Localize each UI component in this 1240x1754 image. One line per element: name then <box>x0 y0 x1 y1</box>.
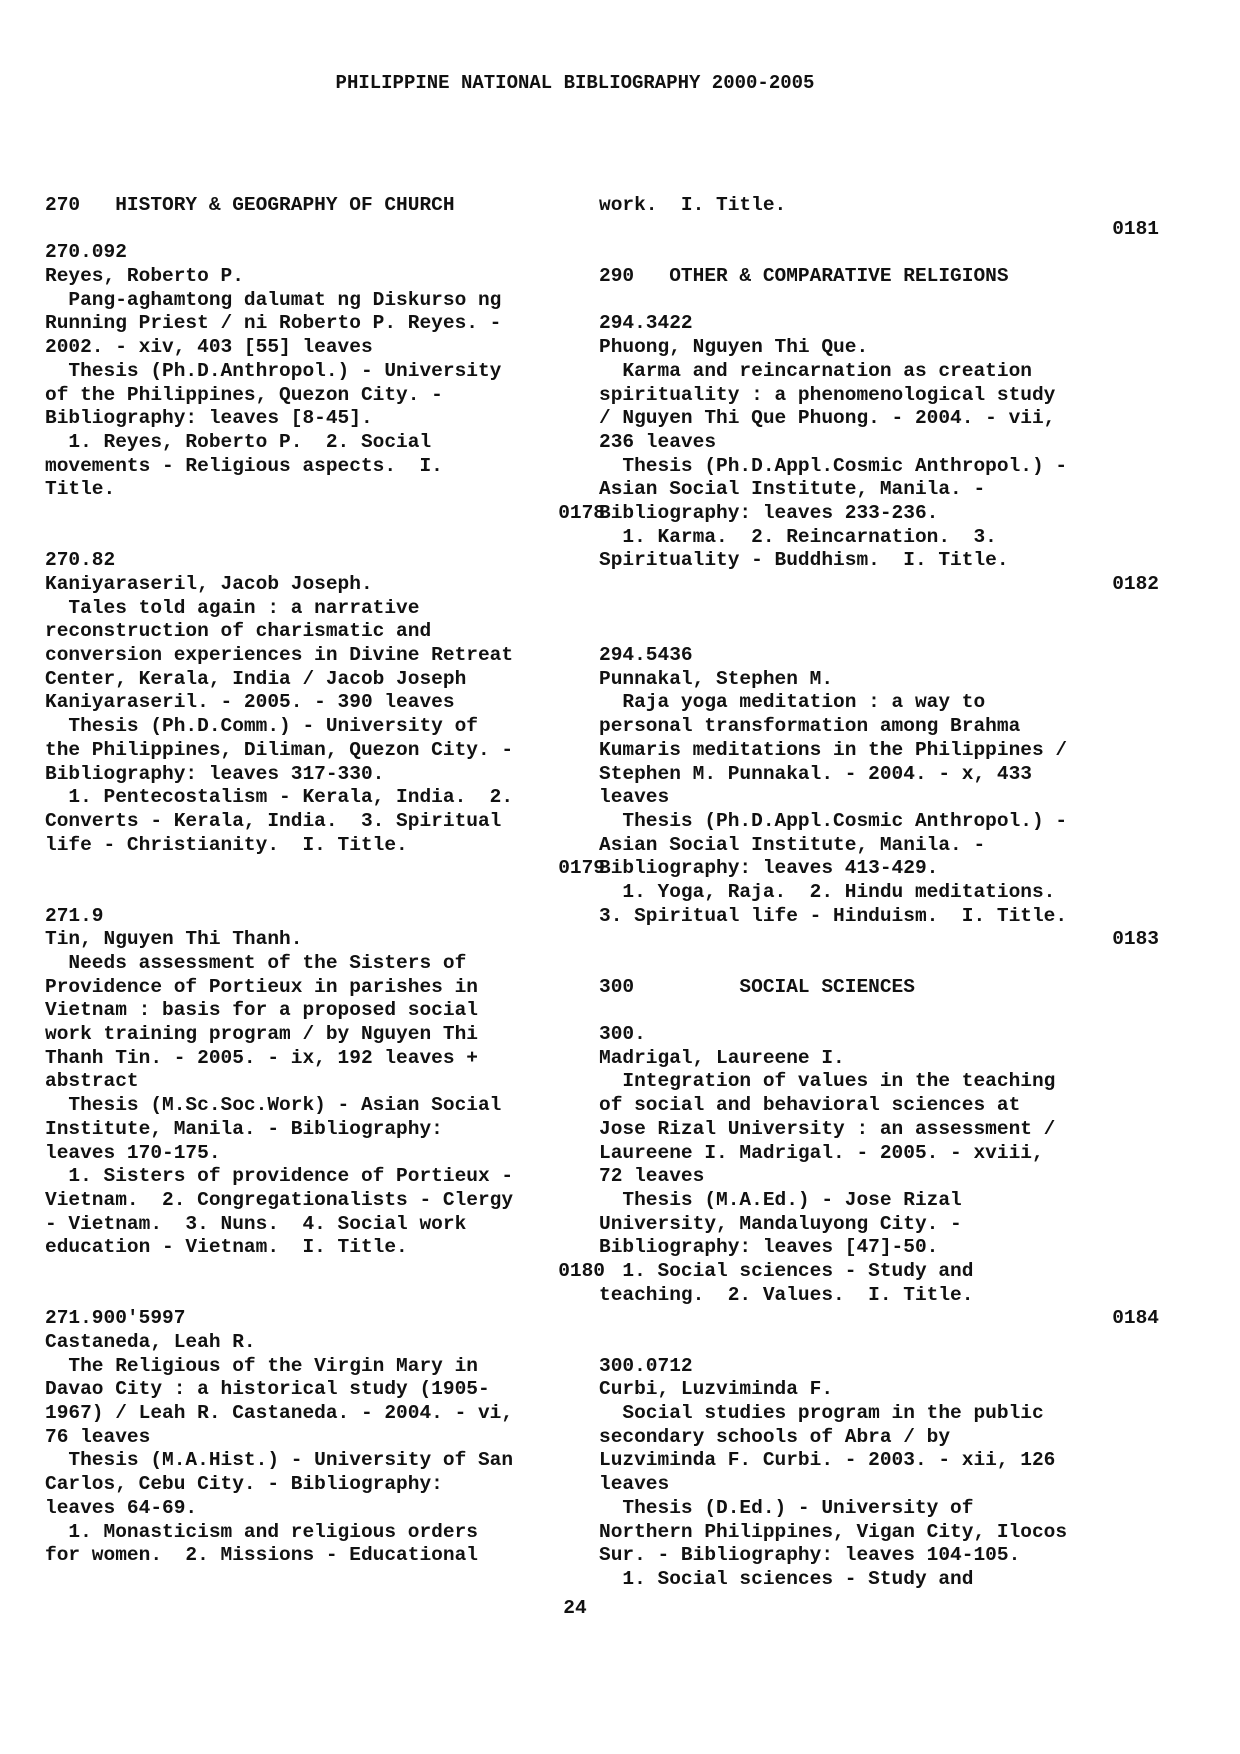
text-line: Phuong, Nguyen Thi Que. <box>599 336 869 359</box>
text-line: Bibliography: leaves 317-330. <box>45 762 385 785</box>
text-line: Punnakal, Stephen M. <box>599 667 834 690</box>
text-line: 1967) / Leah R. Castaneda. - 2004. - vi, <box>45 1402 514 1425</box>
page-header: PHILIPPINE NATIONAL BIBLIOGRAPHY 2000-2005 <box>335 72 815 94</box>
text-line: Institute, Manila. - Bibliography: <box>45 1117 443 1140</box>
text-line: 270 HISTORY & GEOGRAPHY OF CHURCH <box>45 194 455 216</box>
text-line: Madrigal, Laureene I. <box>599 1046 845 1069</box>
text-line: - Vietnam. 3. Nuns. 4. Social work <box>45 1212 467 1235</box>
text-line: leaves <box>599 1473 670 1496</box>
text-line: Thesis (Ph.D.Appl.Cosmic Anthropol.) - <box>599 809 1068 832</box>
text-line: Tales told again : a narrative <box>45 596 420 619</box>
entry-number: 0182 <box>1112 573 1159 595</box>
entry-number: 0184 <box>1112 1307 1159 1330</box>
text-line: leaves <box>599 786 670 809</box>
text-line: 1. Yoga, Raja. 2. Hindu meditations. <box>599 880 1056 903</box>
text-line: conversion experiences in Divine Retreat <box>45 644 514 667</box>
text-line: 300.0712 <box>599 1354 693 1377</box>
blank-line <box>599 597 1159 621</box>
text-line: 1. Reyes, Roberto P. 2. Social <box>45 430 432 453</box>
text-line: the Philippines, Diliman, Quezon City. - <box>45 738 514 761</box>
text-line: teaching. 2. Values. I. Title. <box>599 1283 974 1306</box>
text-line: 72 leaves <box>599 1165 705 1188</box>
text-line: 1. Sisters of providence of Portieux - <box>45 1165 514 1188</box>
text-line: Kaniyaraseril, Jacob Joseph. <box>45 573 373 595</box>
text-line: reconstruction of charismatic and <box>45 620 432 643</box>
text-line: Thesis (Ph.D.Anthropol.) - University <box>45 359 502 382</box>
text-line: 270.82 <box>45 549 116 572</box>
text-line: 1. Social sciences - Study and <box>599 1259 974 1282</box>
text-line: Asian Social Institute, Manila. - <box>599 833 986 856</box>
text-line: 236 leaves <box>599 430 717 453</box>
text-line: Jose Rizal University : an assessment / <box>599 1117 1056 1140</box>
text-line: movements - Religious aspects. I. <box>45 454 443 477</box>
text-line: 1. Karma. 2. Reincarnation. 3. <box>599 525 997 548</box>
text-line: Vietnam. 2. Congregationalists - Clergy <box>45 1188 514 1211</box>
text-line: 300 SOCIAL SCIENCES <box>599 975 915 998</box>
text-line: Thesis (M.A.Ed.) - Jose Rizal <box>599 1188 962 1211</box>
text-line: Bibliography: leaves 413-429. <box>599 857 939 880</box>
left-column <box>45 194 605 1568</box>
text-line: 3. Spiritual life - Hinduism. I. Title. <box>599 904 1068 927</box>
text-line: 294.3422 <box>599 312 693 335</box>
blank-line <box>45 1284 605 1308</box>
text-line: Davao City : a historical study (1905- <box>45 1378 490 1401</box>
text-line: The Religious of the Virgin Mary in <box>45 1354 478 1377</box>
text-line: Thanh Tin. - 2005. - ix, 192 leaves + <box>45 1046 478 1069</box>
text-line: Converts - Kerala, India. 3. Spiritual <box>45 809 502 832</box>
text-line: Title. <box>45 478 116 501</box>
text-line: 1. Social sciences - Study and <box>599 1567 974 1590</box>
text-line: / Nguyen Thi Que Phuong. - 2004. - vii, <box>599 407 1056 430</box>
text-line: work. I. Title. <box>599 194 787 216</box>
text-line: 294.5436 <box>599 644 693 667</box>
text-line: Curbi, Luzviminda F. <box>599 1378 834 1401</box>
blank-line <box>599 289 1159 313</box>
blank-line <box>599 999 1159 1023</box>
text-line: of social and behavioral sciences at <box>599 1094 1021 1117</box>
text-line: secondary schools of Abra / by <box>599 1425 951 1448</box>
text-line: Kaniyaraseril. - 2005. - 390 leaves <box>45 691 455 714</box>
text-line: 1. Monasticism and religious orders <box>45 1520 478 1543</box>
entry-number: 0178 <box>558 501 605 524</box>
text-line: Vietnam : basis for a proposed social <box>45 999 478 1022</box>
text-line: Luzviminda F. Curbi. - 2003. - xii, 126 <box>599 1449 1056 1472</box>
text-line: leaves 170-175. <box>45 1141 221 1164</box>
text-line: 271.9 <box>45 904 104 927</box>
text-line: 290 OTHER & COMPARATIVE RELIGIONS <box>599 265 1009 288</box>
text-line: Pang-aghamtong dalumat ng Diskurso ng <box>45 288 502 311</box>
text-line: leaves 64-69. <box>45 1496 198 1519</box>
blank-line <box>599 1331 1159 1355</box>
text-line: Castaneda, Leah R. <box>45 1331 256 1353</box>
blank-line <box>599 952 1159 976</box>
text-line: Running Priest / ni Roberto P. Reyes. - <box>45 312 502 335</box>
text-line: Thesis (D.Ed.) - University of <box>599 1496 974 1519</box>
text-line: 76 leaves <box>45 1425 151 1448</box>
blank-line <box>599 620 1159 644</box>
text-line: Bibliography: leaves [47]-50. <box>599 1236 939 1259</box>
text-line: Thesis (Ph.D.Appl.Cosmic Anthropol.) - <box>599 454 1068 477</box>
entry-number: 0181 <box>1112 217 1159 240</box>
text-line: Sur. - Bibliography: leaves 104-105. <box>599 1544 1021 1567</box>
text-line: Karma and reincarnation as creation <box>599 359 1032 382</box>
entry-number: 0183 <box>1112 928 1159 951</box>
text-line: Needs assessment of the Sisters of <box>45 952 467 974</box>
text-line: Laureene I. Madrigal. - 2005. - xviii, <box>599 1141 1044 1164</box>
text-line: Providence of Portieux in parishes in <box>45 975 478 998</box>
text-line: 2002. - xiv, 403 [55] leaves <box>45 336 373 359</box>
text-line: Kumaris meditations in the Philippines / <box>599 738 1068 761</box>
text-line: Carlos, Cebu City. - Bibliography: <box>45 1473 443 1496</box>
text-line: abstract <box>45 1070 139 1093</box>
text-line: Social studies program in the public <box>599 1402 1044 1425</box>
blank-line <box>45 881 605 905</box>
text-line: Bibliography: leaves 233-236. <box>599 501 939 524</box>
entry-number: 0179 <box>558 857 605 880</box>
text-line: Thesis (M.A.Hist.) - University of San <box>45 1449 514 1472</box>
text-line: Reyes, Roberto P. <box>45 265 244 288</box>
text-line: Center, Kerala, India / Jacob Joseph <box>45 667 467 690</box>
text-line: 271.900'5997 <box>45 1307 186 1330</box>
text-line: Integration of values in the teaching <box>599 1070 1056 1093</box>
text-line: Tin, Nguyen Thi Thanh. <box>45 928 303 951</box>
text-line: education - Vietnam. I. Title. <box>45 1236 408 1259</box>
page-number: 24 <box>563 1597 587 1619</box>
text-line: Asian Social Institute, Manila. - <box>599 478 986 501</box>
text-line: Spirituality - Buddhism. I. Title. <box>599 549 1009 572</box>
text-line: University, Mandaluyong City. - <box>599 1212 962 1235</box>
text-line: work training program / by Nguyen Thi <box>45 1023 478 1046</box>
text-line: Stephen M. Punnakal. - 2004. - x, 433 <box>599 762 1032 785</box>
text-line: 300. <box>599 1023 646 1046</box>
text-line: 270.092 <box>45 241 127 264</box>
blank-line <box>45 526 605 550</box>
text-line: Northern Philippines, Vigan City, Ilocos <box>599 1520 1068 1543</box>
blank-line <box>45 218 605 242</box>
text-line: Bibliography: leaves [8-45]. <box>45 407 373 430</box>
text-line: Thesis (Ph.D.Comm.) - University of <box>45 715 478 738</box>
text-line: Raja yoga meditation : a way to <box>599 691 986 714</box>
text-line: 1. Pentecostalism - Kerala, India. 2. <box>45 786 514 809</box>
text-line: personal transformation among Brahma <box>599 715 1021 738</box>
text-line: life - Christianity. I. Title. <box>45 833 408 856</box>
text-line: Thesis (M.Sc.Soc.Work) - Asian Social <box>45 1094 502 1117</box>
text-line: of the Philippines, Quezon City. - <box>45 383 443 406</box>
text-line: spirituality : a phenomenological study <box>599 383 1056 406</box>
text-line: for women. 2. Missions - Educational <box>45 1544 478 1567</box>
entry-number: 0180 <box>558 1259 605 1282</box>
right-column <box>599 194 1159 1592</box>
blank-line <box>599 241 1159 265</box>
